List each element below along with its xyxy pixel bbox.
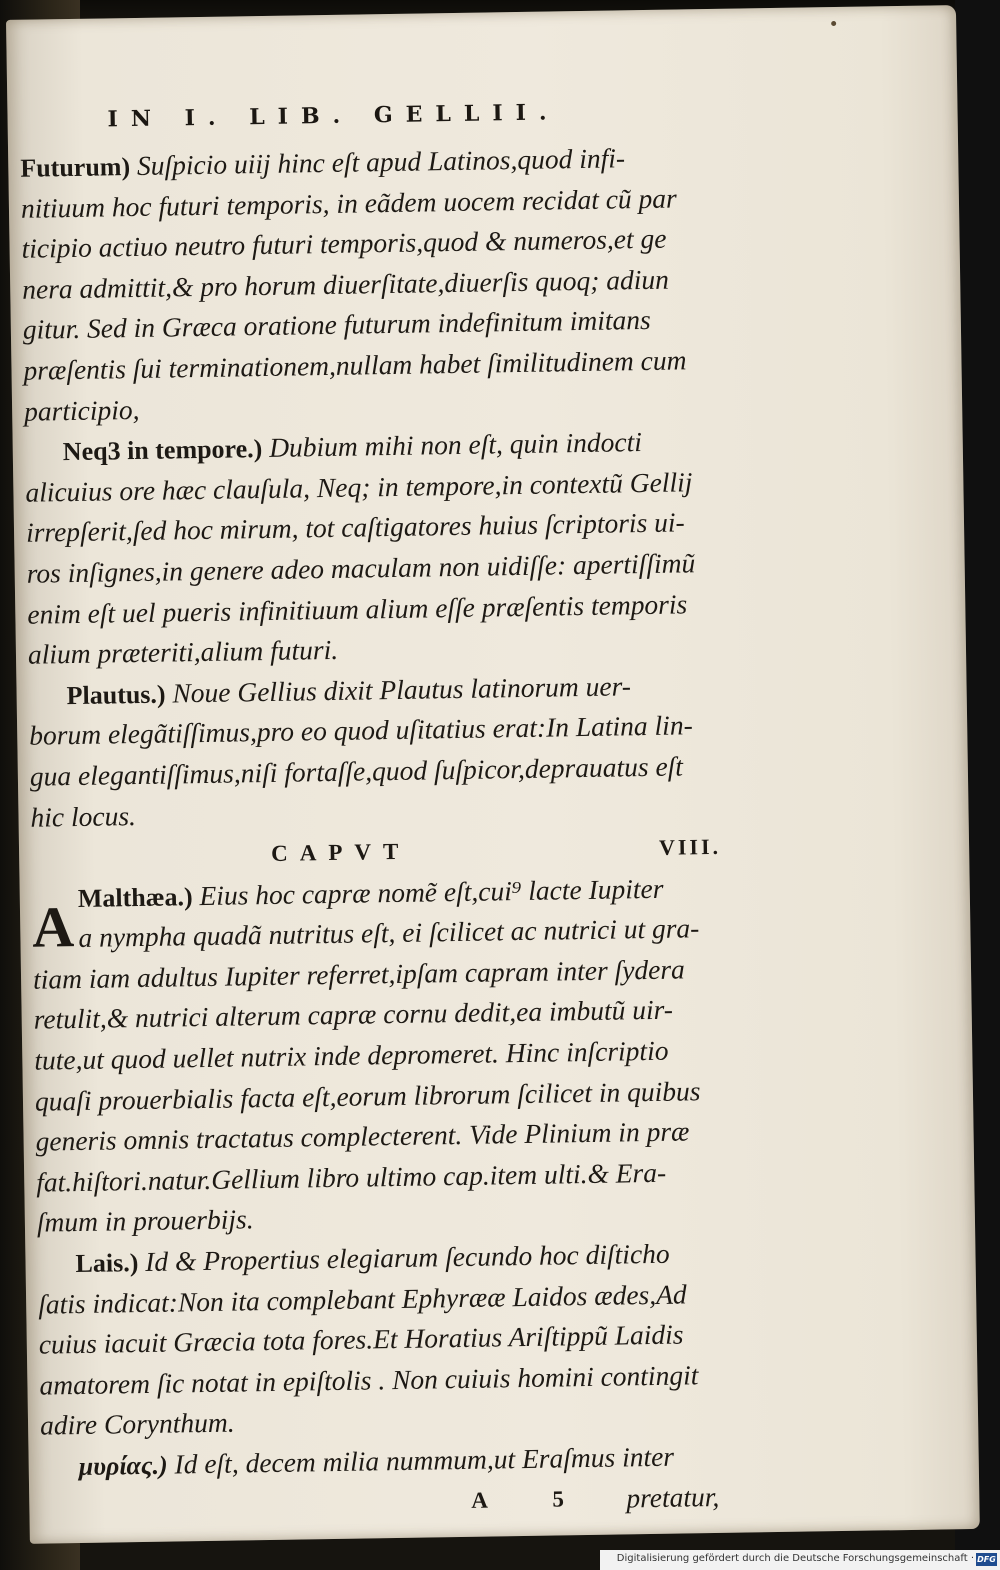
- digitization-credit-bar: [600, 1550, 1000, 1570]
- book-page: [6, 5, 980, 1544]
- commentary-section-1: [20, 137, 721, 838]
- line-text: alium præteriti,alium futuri.: [27, 633, 339, 670]
- lemma-heading: μυρίας.): [78, 1450, 168, 1482]
- line-text: hic locus.: [30, 799, 137, 833]
- line-text: nitiuum hoc futuri temporis, in eãdem uocem recidat cũ par: [20, 182, 677, 224]
- drop-cap: A: [31, 893, 75, 960]
- line-text: gua elegantiſſimus,niſi fortaſſe,quod ſuſpicor,deprauatus eſt: [29, 750, 684, 792]
- line-text: generis omnis tractatus complecterent. Vide Plinium in præ: [35, 1115, 690, 1157]
- line-text: nera admittit,& pro horum diuerſitate,diuerſis quoq; adiun: [21, 263, 670, 305]
- line-text: Suſpicio uiij hinc eſt apud Latinos,quod infi-: [129, 142, 626, 182]
- credit-text: Digitalisierung gefördert durch die Deutsche Forschungsgemeinschaft ·: [616, 1553, 974, 1564]
- line-text: tiam iam adultus Iupiter referret,ipſam capram inter ſydera: [32, 953, 686, 995]
- line-text: retulit,& nutrici alterum capræ cornu dedit,ea imbutũ uir-: [33, 994, 674, 1036]
- line-text: præſentis ſui terminationem,nullam habet ſimilitudinem cum: [23, 344, 687, 386]
- line-text: adire Corynthum.: [39, 1406, 235, 1442]
- line-text: ticipio actiuo neutro futuri temporis,quod & numeros,et ge: [21, 222, 667, 264]
- line-text: ros inſignes,in genere adeo maculam non uidiſſe: apertiſſimũ: [26, 547, 696, 589]
- signature-mark: A 5: [471, 1485, 595, 1513]
- line-text: enim eſt uel pueris infinitiuum alium eſſe præſentis temporis: [27, 587, 688, 630]
- catchword: pretatur,: [626, 1480, 720, 1514]
- line-text: borum elegãtiſſimus,pro eo quod uſitatius erat:In Latina lin-: [28, 709, 693, 752]
- lemma-heading: Plautus.): [66, 679, 166, 710]
- lemma-heading: Malthæa.): [77, 881, 193, 913]
- body-text: [20, 137, 732, 1528]
- lemma-heading: Neq3 in tempore.): [62, 434, 263, 467]
- chapter-number: VIII.: [658, 833, 722, 860]
- lemma-heading: Futurum): [20, 152, 131, 183]
- page-speck: [831, 21, 836, 26]
- line-text: Noue Gellius dixit Plautus latinorum uer-: [165, 669, 632, 709]
- line-text: Id eſt, decem milia nummum,ut Eraſmus inter: [167, 1440, 675, 1480]
- line-text: ſatis indicat:Non ita complebant Ephyrææ Laidos ædes,Ad: [37, 1278, 687, 1320]
- line-text: irrepſerit,ſed hoc mirum, tot caſtigatores huius ſcriptoris ui-: [25, 506, 685, 549]
- running-head: IN I. LIB. GELLII.: [107, 99, 560, 133]
- chapter-title: CAPVT: [270, 838, 411, 867]
- commentary-section-2: [31, 868, 730, 1488]
- line-text: alicuius ore hæc clauſula, Neq; in tempore,in contextũ Gellij: [25, 466, 693, 508]
- line-text: ſmum in prouerbijs.: [36, 1203, 254, 1239]
- line-text: Dubium mihi non eſt, quin indocti: [262, 426, 643, 464]
- line-text: cuius iacuit Græcia tota fores.Et Horatius Ariſtippũ Laidis: [38, 1318, 684, 1360]
- dfg-logo: DFG: [977, 1555, 996, 1564]
- line-text: tute,ut quod uellet nutrix inde depromeret. Hinc inſcriptio: [34, 1034, 669, 1076]
- lemma-heading: Lais.): [75, 1248, 139, 1279]
- line-text: a nympha quadã nutritus eſt, ei ſcilicet ac nutrici ut gra-: [78, 912, 700, 954]
- line-text: gitur. Sed in Græca oratione futurum indefinitum imitans: [22, 304, 651, 346]
- line-text: participio,: [23, 393, 140, 427]
- line-text: Id & Propertius elegiarum ſecundo hoc diſticho: [138, 1237, 670, 1278]
- line-text: quaſi prouerbialis facta eſt,eorum librorum ſcilicet in quibus: [34, 1074, 701, 1117]
- line-text: Eius hoc capræ nomẽ eſt,cui⁹ lacte Iupiter: [192, 872, 664, 911]
- line-text: fat.hiſtori.natur.Gellium libro ultimo cap.item ulti.& Era-: [36, 1156, 667, 1198]
- line-text: amatorem ſic notat in epiſtolis . Non cuiuis homini contingit: [39, 1359, 699, 1401]
